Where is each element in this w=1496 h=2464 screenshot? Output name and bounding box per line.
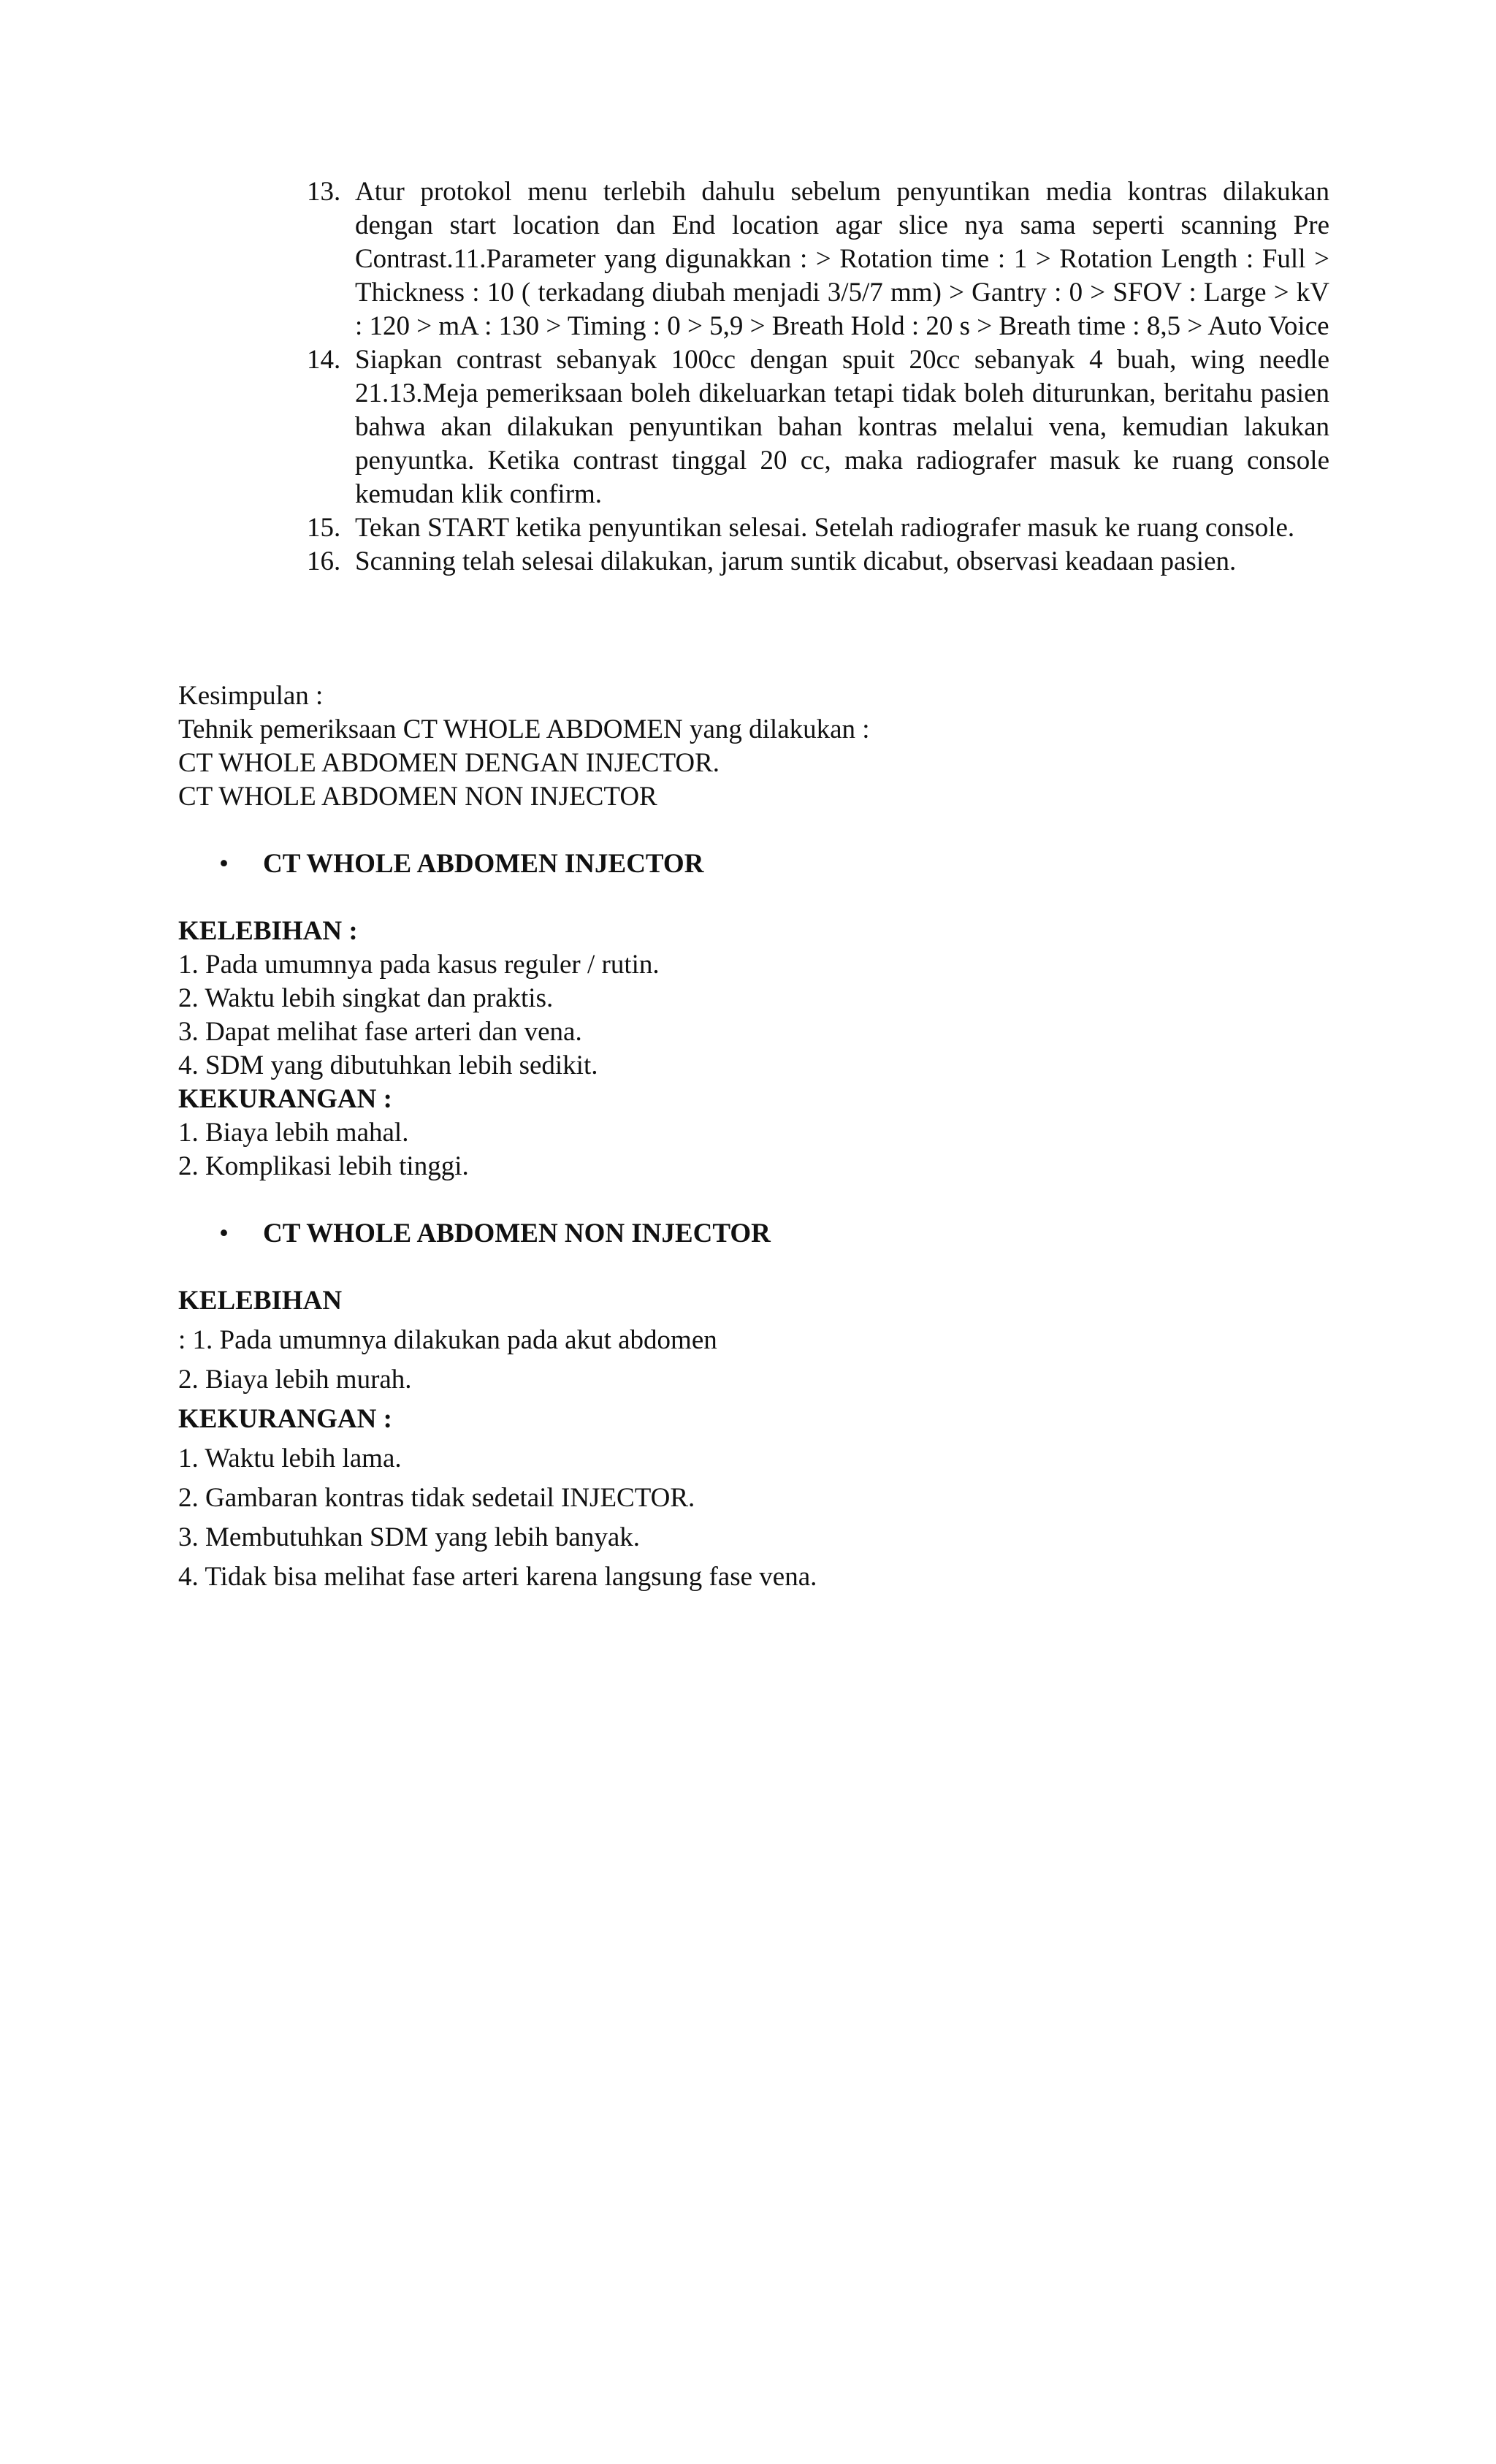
step-number: 13. (307, 177, 341, 207)
conclusion-intro: Tehnik pemeriksaan CT WHOLE ABDOMEN yang dilakukan : (178, 714, 870, 744)
step-number: 15. (307, 513, 341, 543)
list-item: 3. Dapat melihat fase arteri dan vena. (178, 1017, 582, 1047)
bullet-icon: • (219, 849, 229, 879)
step-14 (307, 343, 1329, 511)
list-item: 4. Tidak bisa melihat fase arteri karena langsung fase vena. (178, 1562, 817, 1592)
injector-kekurangan-heading: KEKURANGAN : (178, 1084, 392, 1114)
list-item: 1. Waktu lebih lama. (178, 1443, 402, 1473)
conclusion-section (178, 679, 1347, 1594)
list-item: 4. SDM yang dibutuhkan lebih sedikit. (178, 1050, 598, 1080)
list-item: 1. Pada umumnya pada kasus reguler / rutin. (178, 950, 660, 980)
step-15 (307, 511, 1329, 545)
injector-title: CT WHOLE ABDOMEN INJECTOR (263, 849, 704, 879)
step-text: Atur protokol menu terlebih dahulu sebelum penyuntikan media kontras dilakukan dengan start location dan End location agar slice nya sama seperti scanning Pre Contrast.11.Parameter yang digunakkan : > Rotation time : 1 > Rotation Length : Full > Thickness : 10 ( terkadang diubah menjadi 3/5/7 mm) > Gantry : 0 > SFOV : Large > kV : 120 > mA : 130 > Timing : 0 > 5,9 > Breath Hold : 20 s > Breath time : 8,5 > Auto Voice (355, 177, 1329, 341)
list-item: 2. Biaya lebih murah. (178, 1365, 412, 1395)
conclusion-option-injector: CT WHOLE ABDOMEN DENGAN INJECTOR. (178, 748, 720, 778)
step-13 (307, 175, 1329, 343)
non-injector-kelebihan-heading: KELEBIHAN (178, 1286, 343, 1316)
conclusion-option-non-injector: CT WHOLE ABDOMEN NON INJECTOR (178, 782, 657, 812)
list-item: 2. Waktu lebih singkat dan praktis. (178, 983, 554, 1013)
injector-section-title (178, 847, 1347, 881)
bullet-icon: • (219, 1218, 229, 1248)
step-text: Siapkan contrast sebanyak 100cc dengan spuit 20cc sebanyak 4 buah, wing needle 21.13.Meja pemeriksaan boleh dikeluarkan tetapi tidak boleh diturunkan, beritahu pasien bahwa akan dilakukan penyuntikan bahan kontras melalui vena, kemudian lakukan penyuntka. Ketika contrast tinggal 20 cc, maka radiografer masuk ke ruang console kemudan klik confirm. (355, 345, 1329, 509)
step-text: Tekan START ketika penyuntikan selesai. Setelah radiografer masuk ke ruang console. (355, 513, 1295, 543)
step-text: Scanning telah selesai dilakukan, jarum suntik dicabut, observasi keadaan pasien. (355, 546, 1237, 576)
list-item: 1. Biaya lebih mahal. (178, 1118, 409, 1148)
step-16 (307, 545, 1329, 579)
non-injector-title: CT WHOLE ABDOMEN NON INJECTOR (263, 1218, 771, 1248)
injector-kelebihan-heading: KELEBIHAN : (178, 916, 358, 946)
non-injector-kekurangan-heading: KEKURANGAN : (178, 1404, 392, 1434)
list-item: 2. Komplikasi lebih tinggi. (178, 1151, 469, 1181)
list-item: 3. Membutuhkan SDM yang lebih banyak. (178, 1522, 640, 1552)
step-number: 16. (307, 546, 341, 576)
step-number: 14. (307, 345, 341, 375)
list-item: 2. Gambaran kontras tidak sedetail INJECTOR. (178, 1483, 695, 1513)
non-injector-section-title (178, 1217, 1347, 1251)
list-item: : 1. Pada umumnya dilakukan pada akut abdomen (178, 1325, 717, 1355)
procedure-steps-list (307, 175, 1329, 579)
conclusion-heading: Kesimpulan : (178, 681, 324, 711)
